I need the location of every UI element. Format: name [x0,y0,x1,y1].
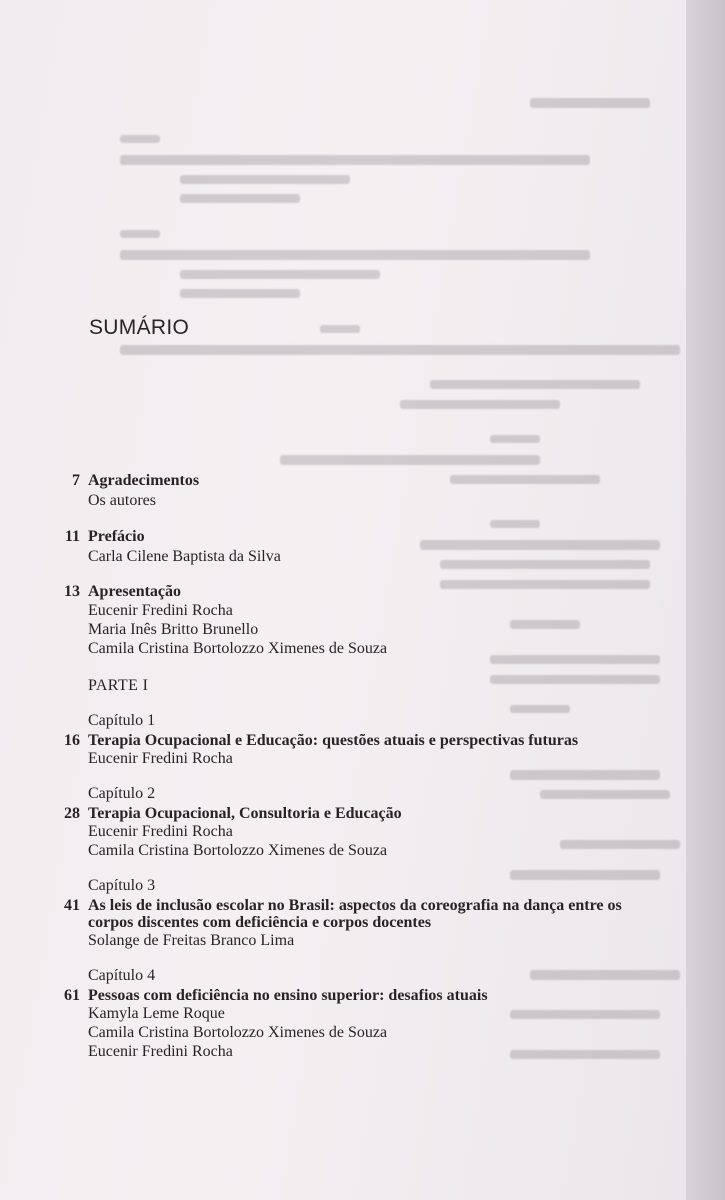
entry-title: Agradecimentos [88,472,200,489]
entry-title: Prefácio [88,528,145,545]
entry-title: As leis de inclusão escolar no Brasil: aspectos da coreografia na dança entre os corpos discentes com deficiência e corpos docentes [88,897,622,931]
entry-author: Camila Cristina Bortolozzo Ximenes de Souza [88,1024,388,1041]
entry-author: Camila Cristina Bortolozzo Ximenes de Souza [88,842,388,859]
chapter-label: Capítulo 4 [88,967,156,984]
entry-author: Camila Cristina Bortolozzo Ximenes de Souza [88,640,388,657]
entry-author: Maria Inês Britto Brunello [88,621,259,638]
entry-author: Kamyla Leme Roque [88,1005,225,1022]
entry-title: Terapia Ocupacional, Consultoria e Educação [88,805,402,822]
entry-author: Eucenir Fredini Rocha [88,1043,233,1060]
page-title: SUMÁRIO [89,316,190,339]
page-edge [686,0,725,1200]
page-number: 28 [64,805,80,822]
entry-title: Terapia Ocupacional e Educação: questões atuais e perspectivas futuras [88,732,579,749]
page-number: 61 [64,987,80,1004]
page-number: 13 [64,583,80,600]
page-number: 41 [64,897,80,914]
part-heading: PARTE I [88,677,149,694]
chapter-label: Capítulo 2 [88,785,156,802]
page-number: 11 [64,528,80,545]
entry-author: Eucenir Fredini Rocha [88,750,233,767]
page-number: 16 [64,732,80,749]
chapter-label: Capítulo 1 [88,712,156,729]
page-number: 7 [72,472,80,489]
entry-author: Carla Cilene Baptista da Silva [88,548,281,565]
entry-author: Eucenir Fredini Rocha [88,823,233,840]
entry-title: Apresentação [88,583,182,600]
chapter-label: Capítulo 3 [88,877,156,894]
entry-author: Eucenir Fredini Rocha [88,602,233,619]
entry-title: Pessoas com deficiência no ensino superior: desafios atuais [88,987,488,1004]
entry-author: Os autores [88,492,156,509]
entry-author: Solange de Freitas Branco Lima [88,932,295,949]
